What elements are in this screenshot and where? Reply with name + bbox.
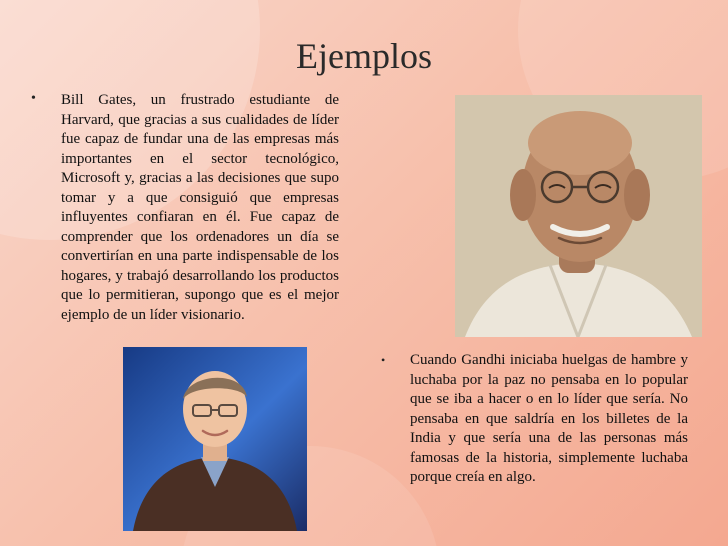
bullet-marker: •	[381, 353, 386, 367]
bullet-gandhi-text: Cuando Gandhi iniciaba huelgas de hambre y luchaba por la paz no pensaba en lo popular que se iba a hacer o en lo líder que sería. No pensaba en que saldría en los billetes de la India y que sería una de las personas más famosas de la historia, simplemente luchaba porque creía en algo.	[410, 352, 688, 485]
bullet-marker: •	[31, 91, 36, 106]
gandhi-portrait-illustration	[455, 95, 702, 337]
bill-gates-portrait-illustration	[123, 347, 307, 531]
gandhi-photo	[455, 95, 702, 337]
bill-gates-photo	[123, 347, 307, 531]
bullet-gates-text: Bill Gates, un frustrado estudiante de Harvard, que gracias a sus cualidades de líder fue capaz de fundar una de las empresas más importantes en el sector tecnológico, Microsoft y, gracias a las decisiones que supo tomar y a que consiguió que empresas influyentes confiaran en él. Fue capaz de comprender que los ordenadores un día se convertirían en una parte indispensable de los hogares, y trabajó desarrollando los productos que lo permitieran, supongo que es el mejor ejemplo de un líder visionario.	[61, 92, 339, 323]
slide-title: Ejemplos	[296, 36, 432, 76]
